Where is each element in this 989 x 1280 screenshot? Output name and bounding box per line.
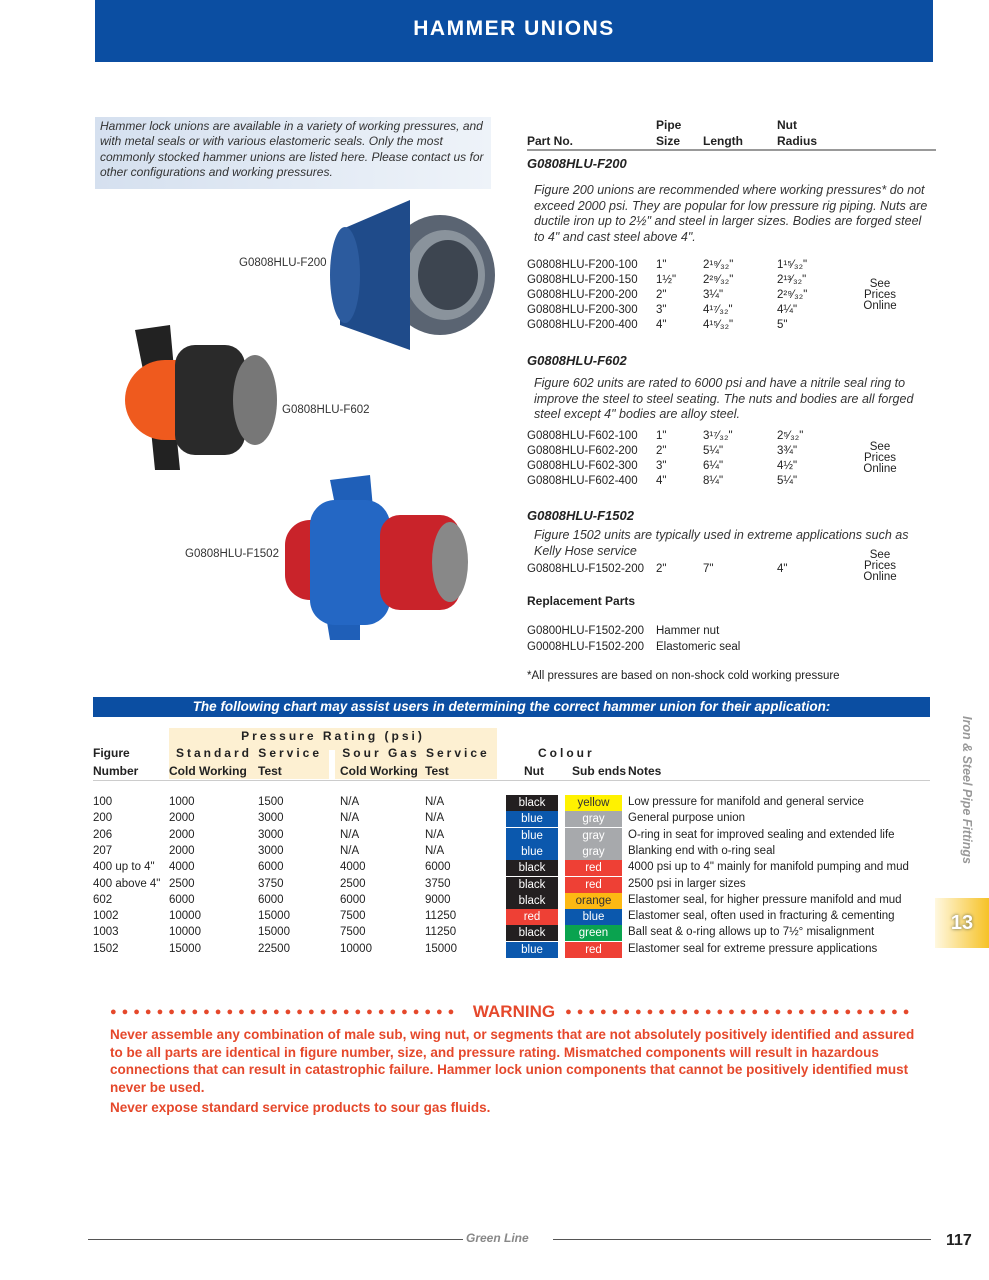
h-sour-cold: Cold Working [340, 764, 418, 778]
see-prices-online-line: Prices [864, 288, 896, 301]
figure-number: 100 [93, 796, 113, 808]
image-label: G0808HLU-F602 [282, 404, 370, 416]
divider [553, 1239, 931, 1240]
pipe-size: 3" [656, 459, 667, 472]
see-prices-online-line: See [869, 440, 891, 453]
sub-colour-swatch: gray [565, 828, 622, 844]
col-part: Part No. [527, 134, 574, 148]
see-prices-online [850, 442, 910, 475]
figure-number: 1002 [93, 910, 119, 923]
length: 7" [703, 563, 714, 575]
col-nut-radius: Radius [777, 134, 818, 148]
note: Blanking end with o-ring seal [628, 844, 776, 857]
note: General purpose union [628, 812, 745, 825]
std-cold-working: 10000 [169, 910, 201, 923]
footnote: *All pressures are based on non-shock cold working pressure [527, 670, 840, 682]
pipe-size: 2" [656, 289, 667, 301]
sour-cold-working: 7500 [340, 926, 366, 939]
side-section-label: Iron & Steel Pipe Fittings [960, 716, 974, 864]
col-length: Length [703, 134, 743, 148]
col-pipe: Pipe [656, 118, 682, 132]
divider [93, 780, 930, 781]
sour-heading: Sour Gas Service [342, 746, 490, 760]
nut-colour-swatch: black [506, 925, 558, 941]
see-prices-online-line: See [869, 549, 891, 561]
std-test: 1500 [258, 796, 284, 808]
sub-colour-swatch: gray [565, 844, 622, 860]
chapter-tab[interactable]: 13 [935, 898, 989, 948]
part-number: G0808HLU-F602-300 [527, 459, 638, 472]
length: 6¼" [703, 459, 724, 472]
warning-heading [110, 1002, 918, 1022]
standard-heading: Standard Service [175, 746, 323, 760]
sour-test: N/A [425, 812, 445, 825]
nut-radius: 2⁵⁄₃₂" [777, 429, 804, 442]
sour-test: N/A [425, 828, 445, 841]
std-cold-working: 15000 [169, 942, 201, 955]
pipe-size: 1" [656, 429, 667, 442]
std-cold-working: 2000 [169, 828, 195, 841]
sour-cold-working: N/A [340, 844, 360, 857]
std-cold-working: 6000 [169, 893, 195, 906]
nut-colour-swatch: blue [506, 942, 558, 958]
pipe-size: 1" [656, 259, 667, 271]
nut-radius: 1¹⁵⁄₃₂" [777, 259, 808, 271]
h-std-test: Test [258, 764, 282, 778]
sub-colour-swatch: green [565, 925, 622, 941]
pressure-rating-heading: Pressure Rating (psi) [241, 729, 425, 743]
pipe-size: 4" [656, 319, 667, 331]
rep-desc: Hammer nut [656, 625, 720, 637]
nut-colour-swatch: black [506, 893, 558, 909]
sour-test: N/A [425, 844, 445, 857]
sour-test: 11250 [425, 910, 457, 923]
figure-number: 206 [93, 828, 113, 841]
part-number: G0808HLU-F602-400 [527, 474, 638, 487]
see-prices-online-line: Online [863, 462, 897, 475]
section-description: Figure 602 units are rated to 6000 psi and have a nitrile seal ring to improve the steel to steel seating. The nuts and bodies are all forged steel except 4" bodies are alloy steel. [534, 376, 914, 421]
pipe-size: 2" [656, 444, 667, 457]
see-prices-online-line: See [869, 277, 891, 290]
part-number: G0808HLU-F602-200 [527, 444, 638, 457]
sour-cold-working: N/A [340, 796, 360, 808]
sub-colour-swatch: gray [565, 811, 622, 827]
h-nut: Nut [524, 764, 544, 778]
figure-number: 1502 [93, 942, 119, 955]
section-title: G0808HLU-F200 [527, 156, 627, 171]
part-number: G0808HLU-F200-200 [527, 289, 638, 301]
col-nut: Nut [777, 118, 797, 132]
section-description: Figure 200 unions are recommended where working pressures* do not exceed 2000 psi. They are popular for low pressure rig piping. Nuts are ductile iron up to 2½" and steel in larger sizes. Bodies are forged steel to 4" and cast steel above 4". [534, 183, 928, 244]
intro-text: Hammer lock unions are available in a variety of working pressures, and with metal seals or with various elastomeric seals. Only the most commonly stocked hammer unions are listed here. Please contact us for other configurations and working pressures. [95, 117, 491, 189]
length: 3¹⁷⁄₃₂" [703, 429, 733, 442]
part-number: G0808HLU-F200-150 [527, 274, 638, 286]
sub-colour-swatch: red [565, 942, 622, 958]
see-prices-online [850, 279, 910, 312]
part-rows [527, 429, 936, 489]
section-title: G0808HLU-F1502 [527, 508, 634, 523]
warning-sour-gas: Never expose standard service products to sour gas fluids. [110, 1100, 491, 1115]
dot-rule: ●●●●●●●●●●●●●●●●●●●●●●●●●●●●●● [565, 1006, 915, 1018]
nut-colour-swatch: black [506, 877, 558, 893]
page-number: 117 [946, 1232, 972, 1249]
sour-cold-working: N/A [340, 812, 360, 825]
length: 2¹⁹⁄₃₂" [703, 259, 734, 271]
sour-cold-working: 7500 [340, 910, 366, 923]
std-cold-working: 2500 [169, 877, 195, 890]
std-test: 3000 [258, 828, 284, 841]
figure-number: 400 above 4" [93, 877, 161, 890]
std-test: 6000 [258, 893, 284, 906]
length: 8¼" [703, 474, 724, 487]
note: Elastomer seal, for higher pressure manifold and mud [628, 893, 902, 906]
nut-radius: 4" [777, 563, 788, 575]
length: 4¹⁵⁄₃₂" [703, 319, 734, 331]
section-title: G0808HLU-F602 [527, 353, 627, 368]
sour-test: 3750 [425, 877, 451, 890]
table-row [527, 258, 936, 273]
nut-radius: 4¼" [777, 304, 798, 316]
nut-colour-swatch: blue [506, 844, 558, 860]
part-number: G0808HLU-F200-400 [527, 319, 638, 331]
part-number: G0808HLU-F602-100 [527, 429, 638, 442]
product-section [527, 155, 936, 333]
dot-rule: ●●●●●●●●●●●●●●●●●●●●●●●●●●●●●● [110, 1006, 460, 1018]
nut-colour-swatch: black [506, 795, 558, 811]
part-number: G0808HLU-F1502-200 [527, 563, 644, 575]
sour-test: 6000 [425, 861, 451, 874]
rep-desc: Elastomeric seal [656, 640, 741, 653]
union-f200-image [300, 190, 500, 365]
warning-text: Never assemble any combination of male sub, wing nut, or segments that are not absolutely positively identified and assured to be all parts are identical in figure number, size, and pressure rating. Mismatched components will result in hazardous connections that can result in catastrophic failure. Hammer lock union components that cannot be positively identified must never be used. [110, 1027, 915, 1095]
nut-radius: 3¾" [777, 444, 798, 457]
see-prices-online-line: Prices [864, 560, 896, 572]
footer-brand: Green Line [466, 1231, 529, 1245]
length: 4¹⁷⁄₃₂" [703, 304, 733, 316]
h-std-cold: Cold Working [169, 764, 247, 778]
see-prices-online-line: Online [863, 299, 897, 312]
sour-cold-working: 4000 [340, 861, 366, 874]
h-sour-test: Test [425, 764, 449, 778]
table-row [527, 318, 936, 333]
std-test: 6000 [258, 861, 284, 874]
image-label: G0808HLU-F200 [239, 257, 327, 269]
std-test: 22500 [258, 942, 290, 955]
divider [527, 149, 936, 151]
figure-number: 602 [93, 893, 113, 906]
note: Low pressure for manifold and general service [628, 796, 864, 808]
pipe-size: 2" [656, 563, 667, 575]
note: O-ring in seat for improved sealing and extended life [628, 828, 895, 841]
sub-colour-swatch: blue [565, 909, 622, 925]
note: 4000 psi up to 4" mainly for manifold pumping and mud [628, 861, 909, 874]
see-prices-online-line: Prices [864, 451, 896, 464]
see-prices-online [850, 550, 910, 583]
std-cold-working: 1000 [169, 796, 195, 808]
figure-number: 207 [93, 844, 113, 857]
std-cold-working: 2000 [169, 844, 195, 857]
page-header: HAMMER UNIONS [95, 0, 933, 62]
std-test: 3750 [258, 877, 284, 890]
sour-test: 11250 [425, 926, 457, 939]
std-test: 3000 [258, 812, 284, 825]
length: 5¼" [703, 444, 724, 457]
sub-colour-swatch: orange [565, 893, 622, 909]
h-notes: Notes [628, 764, 662, 778]
nut-colour-swatch: blue [506, 811, 558, 827]
sub-colour-swatch: red [565, 860, 622, 876]
note: Elastomer seal, often used in fracturing & cementing [628, 910, 895, 923]
nut-radius: 4½" [777, 459, 798, 472]
note: 2500 psi in larger sizes [628, 877, 746, 890]
note: Elastomer seal for extreme pressure applications [628, 942, 878, 955]
sour-test: 9000 [425, 893, 451, 906]
std-cold-working: 10000 [169, 926, 201, 939]
warning-title: WARNING [472, 1002, 556, 1021]
part-rows [527, 258, 936, 333]
product-section [527, 507, 936, 583]
figure-number: 200 [93, 812, 113, 825]
std-cold-working: 4000 [169, 861, 195, 874]
union-f602-image [115, 320, 285, 480]
sour-cold-working: N/A [340, 828, 360, 841]
nut-radius: 2¹³⁄₃₂" [777, 274, 807, 286]
part-number: G0808HLU-F200-100 [527, 259, 638, 271]
length: 3¼" [703, 289, 724, 301]
std-test: 15000 [258, 910, 290, 923]
nut-colour-swatch: blue [506, 828, 558, 844]
sour-test: 15000 [425, 942, 457, 955]
product-section [527, 352, 936, 489]
nut-radius: 5" [777, 319, 788, 331]
sour-cold-working: 10000 [340, 942, 372, 955]
length: 2²⁹⁄₃₂" [703, 274, 734, 286]
rep-part: G0008HLU-F1502-200 [527, 640, 644, 653]
pipe-size: 1½" [656, 274, 677, 286]
replacement-title: Replacement Parts [527, 594, 636, 608]
std-test: 15000 [258, 926, 290, 939]
h-figure: Figure [93, 746, 130, 760]
nut-colour-swatch: black [506, 860, 558, 876]
figure-number: 400 up to 4" [93, 861, 155, 874]
nut-colour-swatch: red [506, 909, 558, 925]
replacement-list [527, 624, 740, 655]
part-number: G0808HLU-F200-300 [527, 304, 638, 316]
chart-banner: The following chart may assist users in determining the correct hammer union for their application: [93, 697, 930, 717]
table-row [527, 474, 936, 489]
part-rows [527, 549, 936, 583]
std-test: 3000 [258, 844, 284, 857]
image-label: G0808HLU-F1502 [185, 548, 279, 560]
see-prices-online-line: Online [863, 571, 897, 583]
nut-radius: 2²⁹⁄₃₂" [777, 289, 808, 301]
union-f1502-image [280, 470, 480, 650]
h-number: Number [93, 764, 139, 778]
col-pipe-size: Size [656, 134, 681, 148]
section-description: Figure 1502 units are typically used in extreme applications such as Kelly Hose service [534, 528, 909, 558]
pipe-size: 4" [656, 474, 667, 487]
h-sub: Sub ends [572, 764, 627, 778]
std-cold-working: 2000 [169, 812, 195, 825]
sour-cold-working: 6000 [340, 893, 366, 906]
sour-test: N/A [425, 796, 445, 808]
pipe-size: 3" [656, 304, 667, 316]
nut-radius: 5¼" [777, 474, 798, 487]
note: Ball seat & o-ring allows up to 7½° misalignment [628, 926, 875, 939]
figure-number: 1003 [93, 926, 119, 939]
divider [88, 1239, 463, 1240]
warning-body [110, 1026, 922, 1117]
colour-heading: Colour [538, 746, 595, 760]
sour-cold-working: 2500 [340, 877, 366, 890]
sub-colour-swatch: red [565, 877, 622, 893]
rep-part: G0800HLU-F1502-200 [527, 625, 644, 637]
sub-colour-swatch: yellow [565, 795, 622, 811]
